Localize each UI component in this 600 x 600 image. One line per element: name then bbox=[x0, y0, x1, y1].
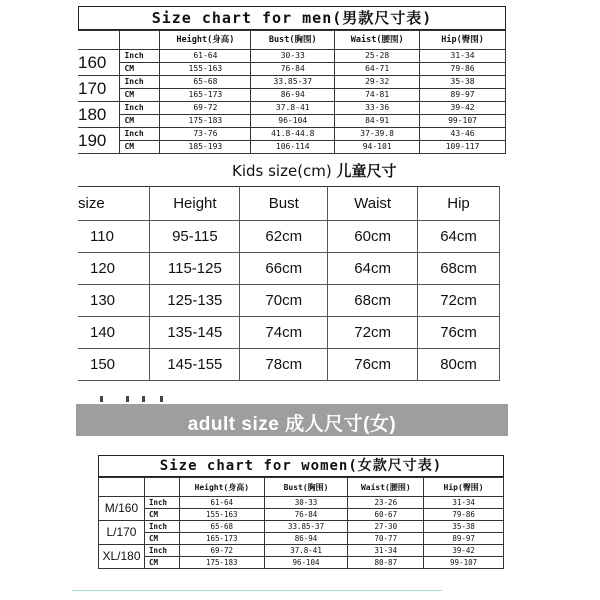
women-header-height: Height(身高) bbox=[179, 478, 264, 497]
hip-cell: 79-86 bbox=[420, 63, 506, 76]
hip-cell: 109-117 bbox=[420, 141, 506, 154]
unit-cell: Inch bbox=[144, 497, 179, 509]
table-row bbox=[78, 253, 500, 285]
size-cell: 150 bbox=[78, 349, 150, 381]
waist-cell: 64-71 bbox=[335, 63, 420, 76]
waist-cell: 68cm bbox=[328, 285, 418, 317]
hip-cell: 31-34 bbox=[420, 50, 506, 63]
table-row bbox=[99, 533, 504, 545]
unit-cell: Inch bbox=[120, 128, 160, 141]
table-row bbox=[78, 317, 500, 349]
women-chart-title: Size chart for women(女款尺寸表) bbox=[98, 455, 504, 477]
bust-cell: 30-33 bbox=[264, 497, 348, 509]
size-cell: 110 bbox=[78, 221, 150, 253]
kids-header-row bbox=[78, 187, 500, 221]
table-row bbox=[78, 50, 506, 63]
women-header-row bbox=[99, 478, 504, 497]
waist-cell: 74-81 bbox=[335, 89, 420, 102]
table-row bbox=[99, 557, 504, 569]
hip-cell: 99-107 bbox=[424, 557, 504, 569]
men-size-cell: 190 bbox=[78, 128, 120, 154]
table-row bbox=[99, 545, 504, 557]
height-cell: 155-163 bbox=[160, 63, 251, 76]
height-cell: 135-145 bbox=[150, 317, 240, 349]
bust-cell: 30-33 bbox=[251, 50, 335, 63]
height-cell: 69-72 bbox=[179, 545, 264, 557]
women-header-size bbox=[99, 478, 145, 497]
hip-cell: 43-46 bbox=[420, 128, 506, 141]
kids-chart-title bbox=[232, 160, 397, 181]
waist-cell: 29-32 bbox=[335, 76, 420, 89]
bust-cell: 86-94 bbox=[251, 89, 335, 102]
bust-cell: 70cm bbox=[240, 285, 328, 317]
height-cell: 175-183 bbox=[179, 557, 264, 569]
waist-cell: 70-77 bbox=[348, 533, 424, 545]
women-size-cell: L/170 bbox=[99, 521, 145, 545]
hip-cell: 39-42 bbox=[424, 545, 504, 557]
bust-cell: 37.8-41 bbox=[264, 545, 348, 557]
waist-cell: 94-101 bbox=[335, 141, 420, 154]
hip-cell: 31-34 bbox=[424, 497, 504, 509]
height-cell: 145-155 bbox=[150, 349, 240, 381]
size-cell: 120 bbox=[78, 253, 150, 285]
waist-cell: 27-30 bbox=[348, 521, 424, 533]
table-row bbox=[78, 89, 506, 102]
unit-cell: CM bbox=[120, 89, 160, 102]
kids-header-size: size bbox=[78, 187, 150, 221]
men-header-bust: Bust(胸围) bbox=[251, 31, 335, 50]
hip-cell: 64cm bbox=[418, 221, 500, 253]
table-row bbox=[99, 509, 504, 521]
unit-cell: CM bbox=[144, 509, 179, 521]
waist-cell: 84-91 bbox=[335, 115, 420, 128]
hip-cell: 39-42 bbox=[420, 102, 506, 115]
waist-cell: 80-87 bbox=[348, 557, 424, 569]
men-header-size bbox=[78, 31, 120, 50]
height-cell: 115-125 bbox=[150, 253, 240, 285]
hip-cell: 80cm bbox=[418, 349, 500, 381]
height-cell: 61-64 bbox=[160, 50, 251, 63]
hip-cell: 76cm bbox=[418, 317, 500, 349]
unit-cell: CM bbox=[120, 115, 160, 128]
height-cell: 65-68 bbox=[179, 521, 264, 533]
waist-cell: 23-26 bbox=[348, 497, 424, 509]
bust-cell: 37.8-41 bbox=[251, 102, 335, 115]
hip-cell: 79-86 bbox=[424, 509, 504, 521]
table-row bbox=[78, 128, 506, 141]
bust-cell: 33.85-37 bbox=[251, 76, 335, 89]
men-size-table bbox=[78, 30, 506, 154]
kids-header-hip: Hip bbox=[418, 187, 500, 221]
unit-cell: Inch bbox=[120, 50, 160, 63]
bust-cell: 96-104 bbox=[251, 115, 335, 128]
kids-size-chart bbox=[78, 186, 500, 381]
height-cell: 165-173 bbox=[179, 533, 264, 545]
height-cell: 185-193 bbox=[160, 141, 251, 154]
waist-cell: 76cm bbox=[328, 349, 418, 381]
height-cell: 69-72 bbox=[160, 102, 251, 115]
women-header-unit bbox=[144, 478, 179, 497]
height-cell: 95-115 bbox=[150, 221, 240, 253]
waist-cell: 60cm bbox=[328, 221, 418, 253]
height-cell: 65-68 bbox=[160, 76, 251, 89]
table-row bbox=[78, 349, 500, 381]
bust-cell: 96-104 bbox=[264, 557, 348, 569]
men-header-row bbox=[78, 31, 506, 50]
men-size-chart bbox=[78, 6, 506, 154]
height-cell: 175-183 bbox=[160, 115, 251, 128]
kids-size-table bbox=[78, 186, 500, 381]
women-size-table bbox=[98, 477, 504, 569]
women-header-waist: Waist(腰围) bbox=[348, 478, 424, 497]
height-cell: 165-173 bbox=[160, 89, 251, 102]
women-size-cell: M/160 bbox=[99, 497, 145, 521]
hip-cell: 72cm bbox=[418, 285, 500, 317]
bust-cell: 33.85-37 bbox=[264, 521, 348, 533]
waist-cell: 64cm bbox=[328, 253, 418, 285]
waist-cell: 60-67 bbox=[348, 509, 424, 521]
bust-cell: 86-94 bbox=[264, 533, 348, 545]
table-row bbox=[78, 63, 506, 76]
decorative-divider bbox=[72, 590, 442, 591]
waist-cell: 33-36 bbox=[335, 102, 420, 115]
height-cell: 155-163 bbox=[179, 509, 264, 521]
men-size-cell: 170 bbox=[78, 76, 120, 102]
table-row bbox=[78, 285, 500, 317]
waist-cell: 37-39.8 bbox=[335, 128, 420, 141]
unit-cell: CM bbox=[120, 141, 160, 154]
bust-cell: 41.8-44.8 bbox=[251, 128, 335, 141]
men-chart-title: Size chart for men(男款尺寸表) bbox=[78, 6, 506, 30]
hip-cell: 89-97 bbox=[424, 533, 504, 545]
kids-header-bust: Bust bbox=[240, 187, 328, 221]
unit-cell: CM bbox=[120, 63, 160, 76]
kids-header-height: Height bbox=[150, 187, 240, 221]
decorative-marks bbox=[98, 396, 198, 404]
women-header-bust: Bust(胸围) bbox=[264, 478, 348, 497]
men-header-unit bbox=[120, 31, 160, 50]
table-row bbox=[78, 102, 506, 115]
height-cell: 73-76 bbox=[160, 128, 251, 141]
hip-cell: 99-107 bbox=[420, 115, 506, 128]
men-header-height: Height(身高) bbox=[160, 31, 251, 50]
men-header-waist: Waist(腰围) bbox=[335, 31, 420, 50]
table-row bbox=[78, 141, 506, 154]
height-cell: 125-135 bbox=[150, 285, 240, 317]
hip-cell: 35-38 bbox=[424, 521, 504, 533]
waist-cell: 31-34 bbox=[348, 545, 424, 557]
bust-cell: 74cm bbox=[240, 317, 328, 349]
women-header-hip: Hip(臀围) bbox=[424, 478, 504, 497]
unit-cell: Inch bbox=[120, 76, 160, 89]
unit-cell: CM bbox=[144, 533, 179, 545]
bust-cell: 78cm bbox=[240, 349, 328, 381]
unit-cell: Inch bbox=[144, 545, 179, 557]
hip-cell: 89-97 bbox=[420, 89, 506, 102]
waist-cell: 25-28 bbox=[335, 50, 420, 63]
table-row bbox=[78, 115, 506, 128]
size-cell: 140 bbox=[78, 317, 150, 349]
hip-cell: 35-38 bbox=[420, 76, 506, 89]
waist-cell: 72cm bbox=[328, 317, 418, 349]
table-row bbox=[99, 521, 504, 533]
women-size-cell: XL/180 bbox=[99, 545, 145, 569]
height-cell: 61-64 bbox=[179, 497, 264, 509]
men-header-hip: Hip(臀围) bbox=[420, 31, 506, 50]
adult-size-banner bbox=[76, 404, 508, 436]
table-row bbox=[99, 497, 504, 509]
kids-title-en: Kids size(cm) bbox=[232, 162, 337, 180]
size-cell: 130 bbox=[78, 285, 150, 317]
unit-cell: Inch bbox=[120, 102, 160, 115]
bust-cell: 62cm bbox=[240, 221, 328, 253]
women-size-chart bbox=[98, 455, 504, 569]
bust-cell: 76-84 bbox=[264, 509, 348, 521]
unit-cell: Inch bbox=[144, 521, 179, 533]
kids-title-cn: 儿童尺寸 bbox=[336, 162, 397, 180]
table-row bbox=[78, 221, 500, 253]
adult-size-banner-text: adult size 成人尺寸(女) bbox=[187, 414, 397, 435]
table-row bbox=[78, 76, 506, 89]
men-size-cell: 160 bbox=[78, 50, 120, 76]
men-size-cell: 180 bbox=[78, 102, 120, 128]
bust-cell: 106-114 bbox=[251, 141, 335, 154]
hip-cell: 68cm bbox=[418, 253, 500, 285]
bust-cell: 66cm bbox=[240, 253, 328, 285]
kids-header-waist: Waist bbox=[328, 187, 418, 221]
bust-cell: 76-84 bbox=[251, 63, 335, 76]
unit-cell: CM bbox=[144, 557, 179, 569]
